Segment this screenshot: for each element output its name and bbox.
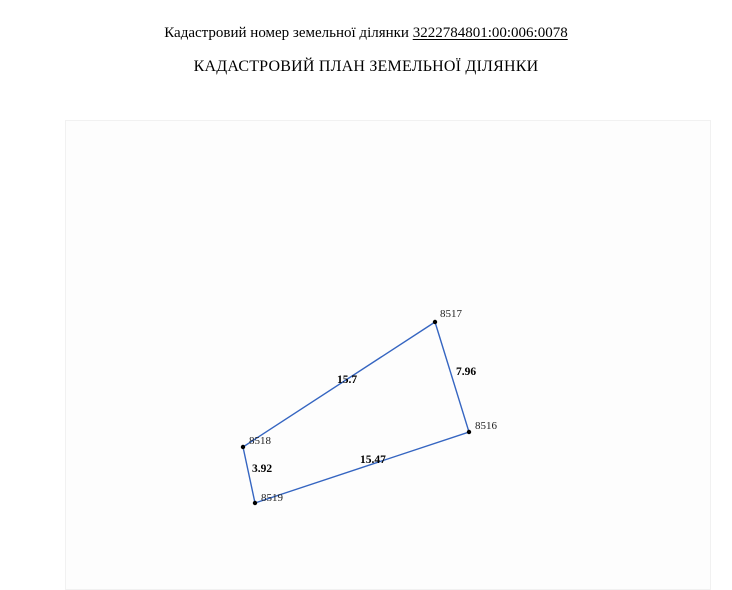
vertex-point-8518 <box>241 445 245 449</box>
edge-length-8518-8517: 15.7 <box>337 374 358 386</box>
vertex-label-8518: 8518 <box>249 435 271 447</box>
edge-length-8519-8516: 15.47 <box>360 454 386 466</box>
vertex-label-8516: 8516 <box>475 420 497 432</box>
edge-length-8518-8519: 3.92 <box>252 463 273 475</box>
vertex-point-8519 <box>253 501 257 505</box>
cadastral-number-value: 3222784801:00:006:0078 <box>412 25 568 41</box>
vertex-label-8519: 8519 <box>261 492 283 504</box>
vertex-label-8517: 8517 <box>440 308 462 320</box>
edge-length-8517-8516: 7.96 <box>456 366 477 378</box>
page-title: КАДАСТРОВИЙ ПЛАН ЗЕМЕЛЬНОЇ ДІЛЯНКИ <box>193 58 539 75</box>
vertex-point-8517 <box>433 320 437 324</box>
cadastral-number-label: Кадастровий номер земельної ділянки <box>164 25 413 41</box>
parcel-boundary <box>243 322 469 503</box>
vertex-point-8516 <box>467 430 471 434</box>
